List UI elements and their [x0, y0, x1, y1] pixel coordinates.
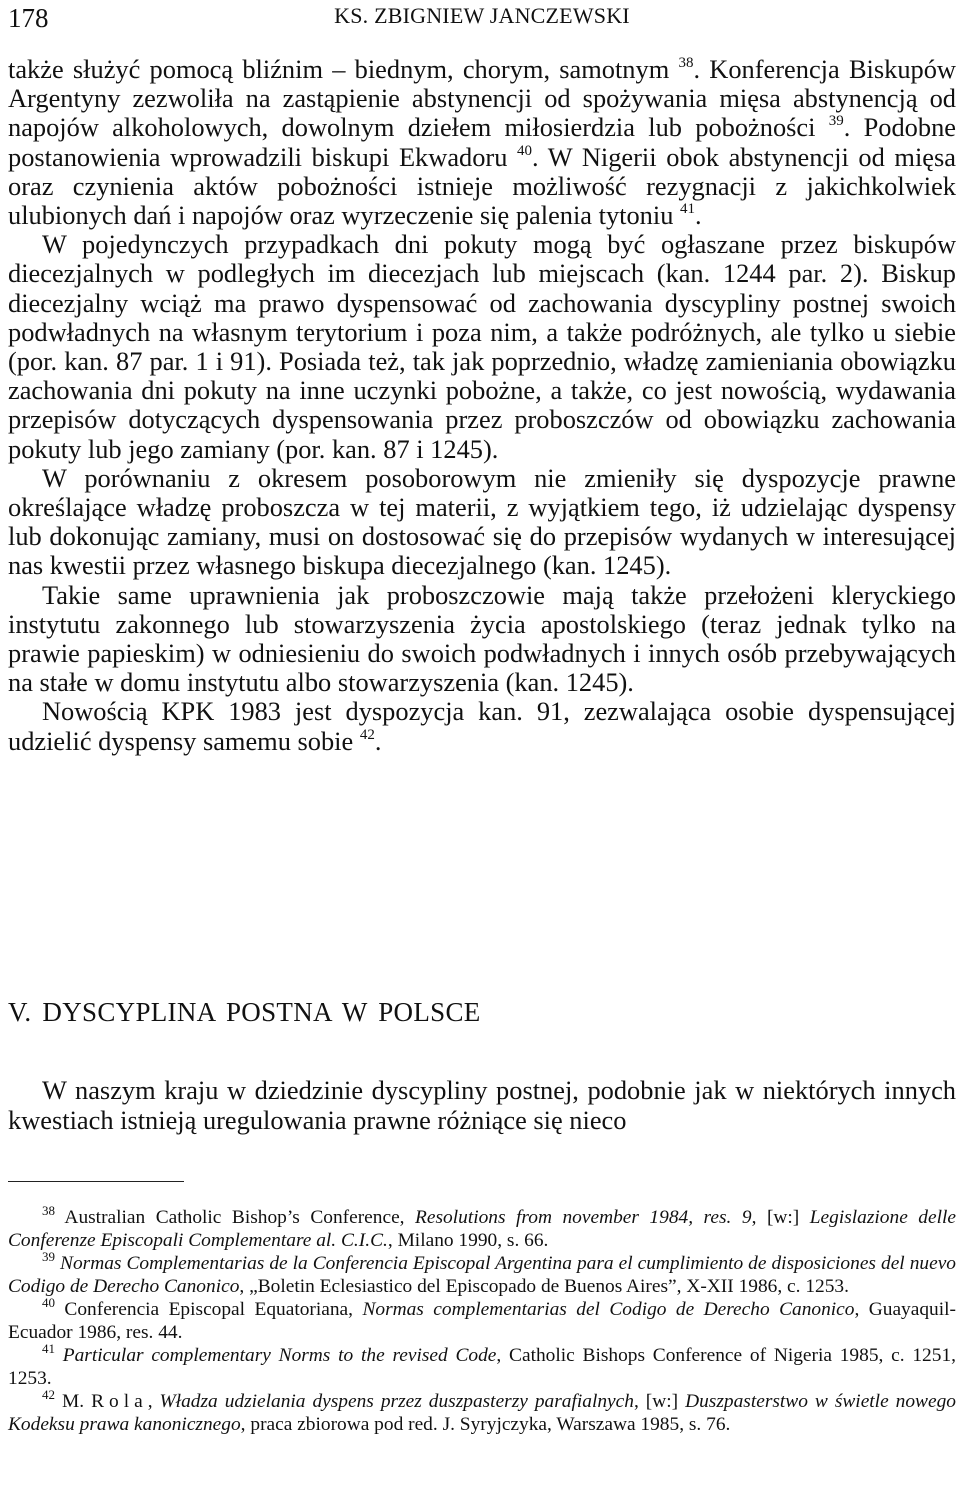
footnote-ref-41[interactable]: 41 — [680, 201, 695, 218]
footnote-41 — [8, 1341, 956, 1390]
paragraph-1-text-4: . W Nigerii obok abstynencji od mięsa oraz czynienia aktów pobożności istnieje możliwość rezygnacji z jakichkolwiek ulubionych dań i napojów oraz wyrzeczenie się palenia tytoniu — [8, 141, 956, 231]
footnotes — [8, 1203, 956, 1436]
footnote-ref-39[interactable]: 39 — [828, 113, 844, 130]
footnote-40-number: 40 — [42, 1295, 55, 1310]
footnote-ref-38[interactable]: 38 — [678, 55, 694, 71]
footnote-40 — [8, 1295, 956, 1344]
footnote-40-title: Normas complementarias del Codigo de Derecho Canonico — [362, 1299, 855, 1320]
footnote-42-text-1: M. — [55, 1391, 92, 1412]
footnote-38-title-1: Resolutions from november 1984, res. 9 — [415, 1207, 752, 1228]
section-paragraph-1: W naszym kraju w dziedzinie dyscypliny postnej, podobnie jak w niektórych innych kwestiach istnieją uregulowania prawne różniące się nieco — [8, 1075, 956, 1135]
footnote-38 — [8, 1203, 956, 1252]
footnote-38-text-1: Australian Catholic Bishop’s Conference, — [55, 1207, 416, 1228]
footnote-42-title-1: Władza udzielania dyspens przez duszpasterzy parafialnych — [159, 1391, 634, 1412]
paragraph-2: W pojedynczych przypadkach dni pokuty mogą być ogłaszane przez biskupów diecezjalnych w podległych im diecezjach lub miejscach (kan. 1244 par. 2). Biskup diecezjalny wciąż ma prawo dyspensować od zachowania dyscypliny postnej swoich podwładnych na własnym terytorium i poza nim, a także podróżnych, ale tylko u siebie (por. kan. 87 par. 1 i 91). Posiada też, tak jak poprzednio, władzę zamieniania obowiązku zachowania dni pokuty na inne uczynki pobożne, a także, co jest nowością, wydawania przepisów dotyczących dyspensowania przez proboszczów od obowiązku zachowania pokuty lub jego zamiany (por. kan. 87 i 1245). — [8, 229, 956, 464]
footnote-41-text: , Catholic Bishops Conference of Nigeria 1985, c. 1251, 1253. — [8, 1345, 956, 1389]
paragraph-5-text-2: . — [374, 725, 382, 756]
footnote-40-text-2: , Guayaquil-Ecuador 1986, res. 44. — [8, 1299, 956, 1343]
section-heading: V. DYSCYPLINA POSTNA W POLSCE — [8, 997, 481, 1027]
footnote-42-title-2: Duszpasterstwo w świetle nowego Kodeksu prawa kanonicznego — [8, 1391, 956, 1435]
paragraph-4: Takie same uprawnienia jak proboszczowie mają także przełożeni kleryckiego instytutu zakonnego lub stowarzyszenia życia apostolskiego (teraz jednak tylko na prawie papieskim) w odniesieniu do swoich podwładnych i innych osób przebywających na stałe w domu instytutu albo stowarzyszenia (kan. 1245). — [8, 579, 956, 698]
footnote-38-text-2: , [w:] — [751, 1207, 810, 1228]
book-page — [8, 0, 956, 1496]
paragraph-1-text-3: . Podobne postanowienia wprowadzili biskupi Ekwadoru — [8, 112, 956, 172]
page-header — [8, 0, 956, 36]
footnote-42-text-4: , praca zbiorowa pod red. J. Syryjczyka, Warszawa 1985, s. 76. — [240, 1414, 731, 1435]
footnote-42 — [8, 1387, 956, 1436]
footnote-41-number: 41 — [42, 1341, 55, 1356]
paragraph-5 — [8, 697, 956, 755]
footnote-42-number: 42 — [42, 1387, 55, 1402]
footnote-40-text-1: Conferencia Episcopal Equatoriana, — [55, 1299, 363, 1320]
section-text — [8, 1075, 956, 1135]
footnote-39-title: Normas Complementarias de la Conferencia Episcopal Argentina para el cumplimiento de disposiciones del nuevo Codigo de Derecho Canonico — [8, 1253, 956, 1297]
running-head: KS. ZBIGNIEW JANCZEWSKI — [334, 3, 630, 28]
paragraph-1-text-1: także służyć pomocą bliźnim – biednym, chorym, samotnym — [8, 54, 679, 84]
paragraph-1-text-2: . Konferencja Biskupów Argentyny zezwoliła na zastąpienie abstynencji od spożywania mięsa abstynencją od napojów alkoholowych, dowolnym dziełem miłosierdzia lub pobożności — [8, 54, 956, 143]
footnote-39-text: , „Boletin Eclesiastico del Episcopado de Buenos Aires”, X-XII 1986, c. 1253. — [239, 1276, 849, 1297]
footnote-ref-40[interactable]: 40 — [517, 142, 533, 159]
footnote-42-author: Rola — [91, 1391, 148, 1412]
page-number: 178 — [8, 3, 49, 33]
footnote-38-title-2: Legislazione delle Conferenze Episcopali Complementare al. C.I.C. — [8, 1207, 956, 1251]
footnote-42-text-2: , — [147, 1391, 160, 1412]
paragraph-3: W porównaniu z okresem posoborowym nie zmieniły się dyspozycje prawne określające władzę proboszcza w tej materii, z wyjątkiem tego, iż udzielając dyspensy lub dokonując zamiany, musi on dostosować się do przepisów wydanych w interesującej nas kwestii przez własnego biskupa diecezjalnego (kan. 1245). — [8, 462, 956, 581]
footnote-41-title: Particular complementary Norms to the revised Code — [55, 1345, 497, 1366]
footnote-39-number: 39 — [42, 1249, 55, 1264]
footnote-39 — [8, 1249, 956, 1298]
footnote-ref-42[interactable]: 42 — [359, 726, 375, 743]
paragraph-1 — [8, 55, 956, 230]
footnote-38-number: 38 — [42, 1203, 55, 1218]
paragraph-1-text-5: . — [695, 200, 702, 231]
footnote-38-text-3: , Milano 1990, s. 66. — [387, 1230, 549, 1251]
paragraph-5-text-1: Nowością KPK 1983 jest dyspozycja kan. 91, zezwalająca osobie dyspensującej udzielić dyspensy samemu sobie — [8, 696, 956, 756]
footnote-divider — [8, 1181, 184, 1182]
footnote-42-text-3: , [w:] — [633, 1391, 686, 1412]
main-text — [8, 55, 956, 756]
